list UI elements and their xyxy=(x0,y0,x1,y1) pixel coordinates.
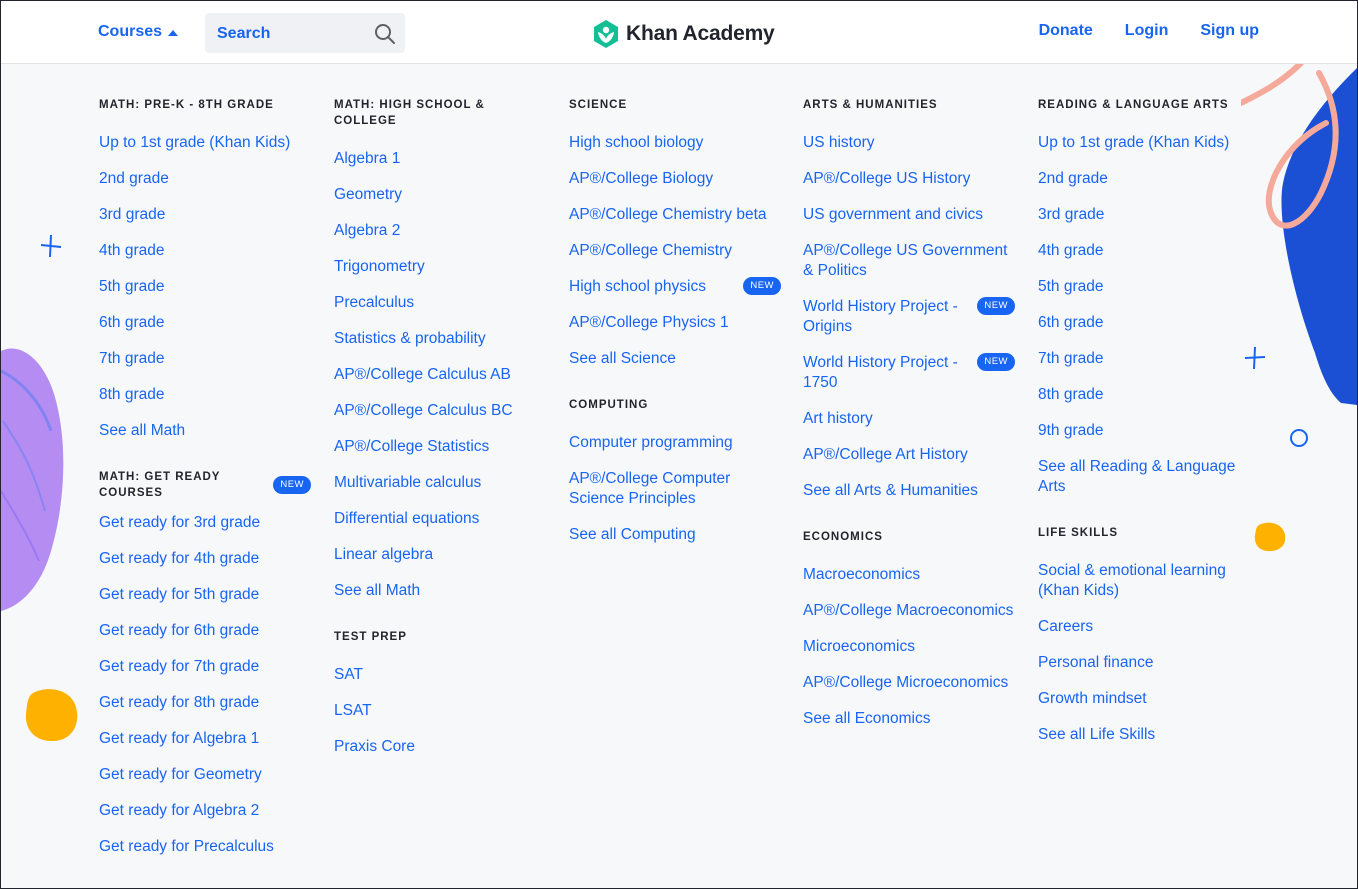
course-link[interactable]: See all Reading & Language Arts xyxy=(1038,458,1236,495)
course-link[interactable]: US history xyxy=(803,134,875,151)
yellow-dot-decoration xyxy=(1253,521,1287,553)
course-link[interactable]: Get ready for 6th grade xyxy=(99,622,260,639)
course-link[interactable]: Precalculus xyxy=(334,294,415,311)
course-link[interactable]: See all Arts & Humanities xyxy=(803,482,978,499)
link-list xyxy=(569,433,781,545)
course-link[interactable]: Microeconomics xyxy=(803,638,915,655)
course-link-label: High school physics xyxy=(569,278,706,295)
section-title: COMPUTING xyxy=(569,399,649,411)
section-test-prep xyxy=(334,629,546,757)
column-arts xyxy=(803,97,1015,757)
course-link[interactable]: 2nd grade xyxy=(1038,170,1108,187)
yellow-blob-decoration xyxy=(23,687,79,743)
course-link[interactable]: Growth mindset xyxy=(1038,690,1147,707)
course-link[interactable]: Get ready for Algebra 2 xyxy=(99,802,260,819)
course-link[interactable]: 7th grade xyxy=(99,350,165,367)
course-link[interactable]: AP®/College Macroeconomics xyxy=(803,602,1014,619)
section-title: LIFE SKILLS xyxy=(1038,527,1118,539)
course-link[interactable] xyxy=(569,277,781,297)
course-link[interactable]: Statistics & probability xyxy=(334,330,486,347)
course-link[interactable]: Social & emotional learning (Khan Kids) xyxy=(1038,562,1226,599)
course-link[interactable]: See all Economics xyxy=(803,710,931,727)
course-link[interactable]: Geometry xyxy=(334,186,403,203)
course-link[interactable]: Get ready for 7th grade xyxy=(99,658,260,675)
course-link[interactable]: Algebra 2 xyxy=(334,222,401,239)
section-science xyxy=(569,97,781,369)
course-link[interactable]: Art history xyxy=(803,410,873,427)
new-badge: NEW xyxy=(743,277,781,295)
course-link[interactable]: SAT xyxy=(334,666,363,683)
course-link[interactable]: 8th grade xyxy=(99,386,165,403)
course-link[interactable]: AP®/College Calculus BC xyxy=(334,402,513,419)
course-link[interactable]: Up to 1st grade (Khan Kids) xyxy=(1038,134,1230,151)
section-math-hs xyxy=(334,97,546,601)
course-link[interactable]: Get ready for Geometry xyxy=(99,766,262,783)
link-list xyxy=(1038,561,1238,745)
link-list xyxy=(569,133,781,369)
course-link[interactable]: AP®/College Statistics xyxy=(334,438,490,455)
course-link[interactable]: 8th grade xyxy=(1038,386,1104,403)
section-math-get-ready xyxy=(99,469,311,857)
section-title: ECONOMICS xyxy=(803,531,883,543)
course-link[interactable]: See all Science xyxy=(569,350,676,367)
column-math-hs xyxy=(334,97,546,785)
top-navbar xyxy=(1,1,1357,64)
course-link-label: World History Project - 1750 xyxy=(803,354,958,391)
section-title: SCIENCE xyxy=(569,99,628,111)
search-icon[interactable] xyxy=(374,23,396,45)
course-link[interactable]: Get ready for 5th grade xyxy=(99,586,260,603)
course-link[interactable]: Get ready for 8th grade xyxy=(99,694,260,711)
course-link[interactable]: AP®/College US History xyxy=(803,170,971,187)
course-link[interactable]: LSAT xyxy=(334,702,372,719)
course-link[interactable]: Algebra 1 xyxy=(334,150,401,167)
donate-link[interactable]: Donate xyxy=(1038,22,1093,39)
section-arts xyxy=(803,97,1015,501)
section-title: MATH: HIGH SCHOOL & COLLEGE xyxy=(334,99,485,127)
link-list xyxy=(803,133,1015,501)
course-link[interactable]: 7th grade xyxy=(1038,350,1104,367)
khan-academy-logo-icon xyxy=(592,19,620,49)
course-link[interactable]: AP®/College Biology xyxy=(569,170,714,187)
course-link[interactable]: AP®/College Chemistry xyxy=(569,242,733,259)
course-link[interactable]: 4th grade xyxy=(99,242,165,259)
section-title-row xyxy=(99,469,311,501)
course-link[interactable]: 6th grade xyxy=(1038,314,1104,331)
course-link[interactable]: Praxis Core xyxy=(334,738,415,755)
course-link[interactable] xyxy=(803,297,1015,337)
section-life-skills xyxy=(1038,525,1238,745)
link-list xyxy=(334,665,546,757)
course-link[interactable]: See all Life Skills xyxy=(1038,726,1156,743)
course-link[interactable]: Up to 1st grade (Khan Kids) xyxy=(99,134,291,151)
course-link[interactable]: Careers xyxy=(1038,618,1094,635)
course-link[interactable]: See all Computing xyxy=(569,526,696,543)
course-link[interactable]: US government and civics xyxy=(803,206,984,223)
plus-decoration xyxy=(39,233,63,259)
course-link[interactable]: Computer programming xyxy=(569,434,733,451)
course-link[interactable]: AP®/College Computer Science Principles xyxy=(569,470,731,507)
search-box xyxy=(205,13,405,53)
column-reading xyxy=(1038,97,1238,773)
course-link[interactable]: Differential equations xyxy=(334,510,480,527)
course-link[interactable]: See all Math xyxy=(99,422,186,439)
course-link[interactable]: See all Math xyxy=(334,582,421,599)
course-link[interactable]: Get ready for 3rd grade xyxy=(99,514,261,531)
logo-text: Khan Academy xyxy=(626,22,775,45)
column-science xyxy=(569,97,781,573)
course-link[interactable]: AP®/College Calculus AB xyxy=(334,366,511,383)
khan-academy-logo[interactable] xyxy=(592,19,775,49)
link-list xyxy=(1038,133,1238,497)
section-economics xyxy=(803,529,1015,729)
course-link[interactable]: Macroeconomics xyxy=(803,566,921,583)
course-link[interactable]: AP®/College US Government & Politics xyxy=(803,242,1008,279)
new-badge: NEW xyxy=(977,297,1015,315)
course-link-label: World History Project - Origins xyxy=(803,298,958,335)
courses-label: Courses xyxy=(98,23,163,40)
course-link[interactable]: Get ready for Algebra 1 xyxy=(99,730,260,747)
course-link[interactable]: Trigonometry xyxy=(334,258,425,275)
course-link[interactable]: 3rd grade xyxy=(1038,206,1105,223)
course-link[interactable]: Get ready for 4th grade xyxy=(99,550,260,567)
course-link[interactable]: Multivariable calculus xyxy=(334,474,482,491)
section-math-prek8 xyxy=(99,97,311,441)
course-link[interactable]: High school biology xyxy=(569,134,704,151)
purple-blob-decoration xyxy=(1,341,71,621)
course-link[interactable]: 2nd grade xyxy=(99,170,169,187)
courses-menu-button[interactable] xyxy=(98,21,178,43)
section-title: MATH: PRE-K - 8TH GRADE xyxy=(99,99,274,111)
circle-decoration xyxy=(1288,426,1312,450)
course-link[interactable]: AP®/College Microeconomics xyxy=(803,674,1009,691)
section-title: ARTS & HUMANITIES xyxy=(803,99,938,111)
course-link[interactable]: 5th grade xyxy=(99,278,165,295)
section-title: MATH: GET READY COURSES xyxy=(99,471,221,499)
section-computing xyxy=(569,397,781,545)
section-title: TEST PREP xyxy=(334,631,407,643)
section-title: READING & LANGUAGE ARTS xyxy=(1038,99,1229,111)
link-list xyxy=(99,513,311,857)
blue-shape-decoration xyxy=(1241,63,1357,408)
course-link[interactable]: AP®/College Chemistry beta xyxy=(569,206,767,223)
course-link[interactable]: 6th grade xyxy=(99,314,165,331)
link-list xyxy=(803,565,1015,729)
header-actions xyxy=(1039,22,1259,40)
section-reading xyxy=(1038,97,1238,497)
course-link[interactable]: Personal finance xyxy=(1038,654,1154,671)
course-link[interactable]: Get ready for Precalculus xyxy=(99,838,274,855)
new-badge: NEW xyxy=(273,476,311,494)
plus-decoration xyxy=(1243,345,1267,371)
new-badge: NEW xyxy=(977,353,1015,371)
course-link[interactable]: 9th grade xyxy=(1038,422,1104,439)
caret-up-icon xyxy=(168,30,178,36)
column-math-prek8 xyxy=(99,97,311,885)
course-link[interactable]: AP®/College Art History xyxy=(803,446,968,463)
course-link[interactable]: AP®/College Physics 1 xyxy=(569,314,729,331)
course-link[interactable] xyxy=(803,353,1015,393)
course-link[interactable]: Linear algebra xyxy=(334,546,434,563)
search-input[interactable] xyxy=(215,22,369,46)
link-list xyxy=(334,149,546,601)
course-link[interactable]: 4th grade xyxy=(1038,242,1104,259)
course-link[interactable]: 5th grade xyxy=(1038,278,1104,295)
login-link[interactable]: Login xyxy=(1124,22,1169,39)
link-list xyxy=(99,133,311,441)
course-link[interactable]: 3rd grade xyxy=(99,206,166,223)
signup-link[interactable]: Sign up xyxy=(1200,22,1259,39)
